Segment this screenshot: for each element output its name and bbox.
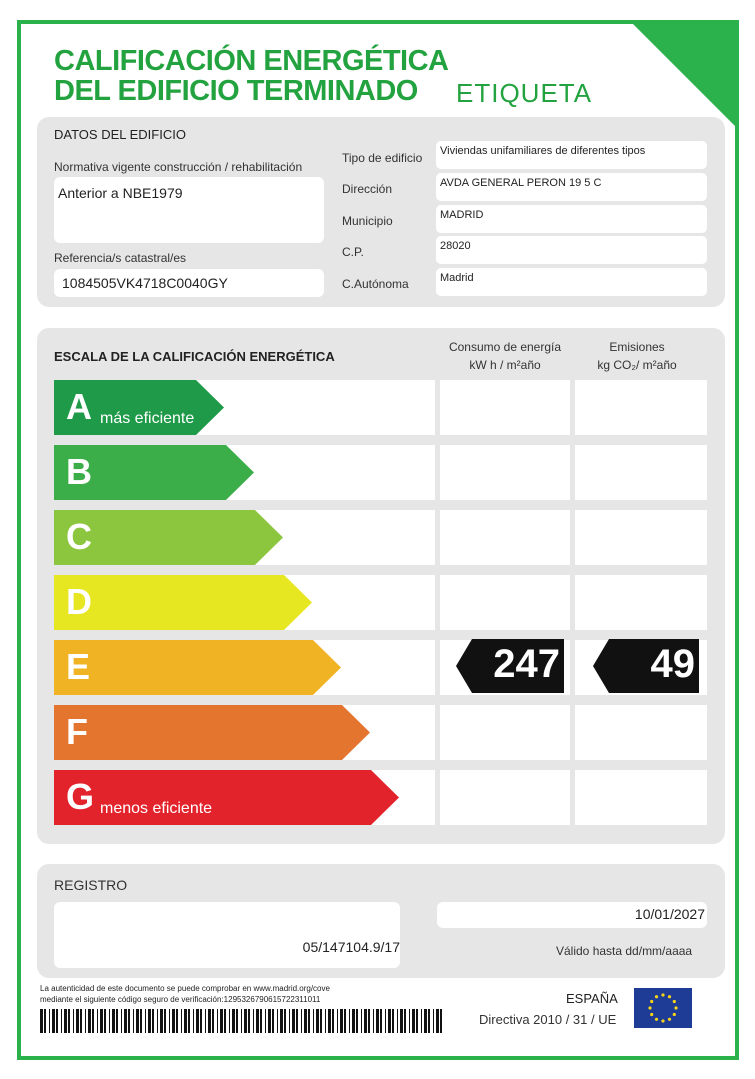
emissions-cell-a <box>575 380 707 435</box>
barcode-bar <box>385 1009 386 1033</box>
title-line-2: DEL EDIFICIO TERMINADO <box>54 75 418 107</box>
barcode-bar <box>256 1009 259 1033</box>
consumption-header-line2: kW h / m²año <box>469 358 541 372</box>
eu-star-icon <box>655 995 658 998</box>
barcode-bar <box>284 1009 286 1033</box>
barcode-bar <box>64 1009 67 1033</box>
barcode-bar <box>356 1009 358 1033</box>
barcode-bar <box>404 1009 406 1033</box>
building-type-value: Viviendas unifamiliares de diferentes tipos <box>440 145 646 157</box>
barcode-bar <box>220 1009 223 1033</box>
regulation-value: Anterior a NBE1979 <box>58 185 183 201</box>
barcode-bar <box>388 1009 391 1033</box>
barcode-bar <box>73 1009 74 1033</box>
barcode-bar <box>88 1009 91 1033</box>
barcode-bar <box>248 1009 250 1033</box>
country-label: ESPAÑA <box>566 991 618 1006</box>
band-c-letter: C <box>66 516 92 557</box>
barcode-bar <box>337 1009 338 1033</box>
barcode-bar <box>68 1009 70 1033</box>
barcode-bar <box>104 1009 106 1033</box>
eu-star-icon <box>674 1006 677 1009</box>
address-label: Dirección <box>342 182 393 196</box>
valid-until-label: Válido hasta dd/mm/aaaa <box>556 944 693 958</box>
barcode-bar <box>424 1009 427 1033</box>
region-field <box>436 268 707 296</box>
barcode-bar <box>152 1009 154 1033</box>
consumption-header-line1: Consumo de energía <box>448 340 562 354</box>
eu-star-icon <box>668 1018 671 1021</box>
barcode-bar <box>265 1009 266 1033</box>
barcode-bar <box>328 1009 331 1033</box>
barcode-bar <box>184 1009 187 1033</box>
barcode-bar <box>436 1009 439 1033</box>
band-a-text: más eficiente <box>100 410 195 427</box>
title-line-1: CALIFICACIÓN ENERGÉTICA <box>54 45 449 77</box>
barcode-bar <box>229 1009 230 1033</box>
barcode-bar <box>164 1009 166 1033</box>
barcode-bar <box>121 1009 122 1033</box>
label-word: ETIQUETA <box>456 78 593 108</box>
barcode-bar <box>217 1009 218 1033</box>
barcode-bar <box>49 1009 50 1033</box>
consumption-cell-c <box>440 510 570 565</box>
barcode-bar <box>92 1009 94 1033</box>
barcode-bar <box>200 1009 202 1033</box>
regulation-field <box>54 177 324 243</box>
band-g-letter: G <box>66 776 95 817</box>
barcode-bar <box>133 1009 134 1033</box>
barcode-bar <box>340 1009 343 1033</box>
barcode-bar <box>344 1009 346 1033</box>
barcode-bar <box>172 1009 175 1033</box>
barcode-bar <box>376 1009 379 1033</box>
emissions-cell-d <box>575 575 707 630</box>
barcode-bar <box>224 1009 226 1033</box>
band-a-letter: A <box>66 386 92 427</box>
eu-star-icon <box>655 1018 658 1021</box>
band-f-letter: F <box>66 711 88 752</box>
barcode-bar <box>52 1009 55 1033</box>
eu-star-icon <box>650 1013 653 1016</box>
barcode-bar <box>181 1009 182 1033</box>
eu-star-icon <box>668 995 671 998</box>
barcode-bar <box>80 1009 82 1033</box>
barcode-bar <box>109 1009 110 1033</box>
barcode-bar <box>296 1009 298 1033</box>
valid-date-field <box>437 902 707 928</box>
eu-star-icon <box>673 1013 676 1016</box>
cadastral-label: Referencia/s catastral/es <box>54 251 187 265</box>
barcode-bar <box>325 1009 326 1033</box>
authenticity-note <box>40 983 330 1005</box>
eu-flag-icon <box>634 988 692 1028</box>
band-e-arrow <box>54 640 343 695</box>
emissions-header-line2: kg CO₂/ m²año <box>597 358 677 372</box>
city-value: MADRID <box>440 209 484 221</box>
barcode-bar <box>61 1009 62 1033</box>
document-title <box>54 46 449 106</box>
consumption-cell-g <box>440 770 570 825</box>
barcode-bar <box>76 1009 79 1033</box>
region-label: C.Autónoma <box>342 277 409 291</box>
emissions-cell-c <box>575 510 707 565</box>
barcode-bar <box>361 1009 362 1033</box>
band-d-letter: D <box>66 581 92 622</box>
barcode-bar <box>85 1009 86 1033</box>
band-d-arrow <box>54 575 314 630</box>
eu-star-icon <box>650 1000 653 1003</box>
barcode-bar <box>244 1009 247 1033</box>
barcode-bar <box>100 1009 103 1033</box>
barcode-bar <box>40 1009 43 1033</box>
city-field <box>436 205 707 233</box>
barcode-bar <box>97 1009 98 1033</box>
barcode-bar <box>364 1009 367 1033</box>
barcode-bar <box>145 1009 146 1033</box>
scale-section-title: ESCALA DE LA CALIFICACIÓN ENERGÉTICA <box>54 349 335 364</box>
barcode-bar <box>236 1009 238 1033</box>
emissions-header-line1: Emisiones <box>609 340 665 354</box>
consumption-cell-a <box>440 380 570 435</box>
barcode-bar <box>232 1009 235 1033</box>
barcode-bar <box>160 1009 163 1033</box>
barcode-bar <box>440 1009 442 1033</box>
emissions-cell-f <box>575 705 707 760</box>
barcode-bar <box>140 1009 142 1033</box>
barcode-bar <box>205 1009 206 1033</box>
registry-number-field <box>54 902 400 968</box>
barcode-bar <box>169 1009 170 1033</box>
building-section-title: DATOS DEL EDIFICIO <box>54 127 186 142</box>
corner-triangle <box>629 20 739 130</box>
eu-star-icon <box>673 1000 676 1003</box>
barcode-bar <box>212 1009 214 1033</box>
barcode-bar <box>316 1009 319 1033</box>
zip-label: C.P. <box>342 245 364 259</box>
consumption-cell-f <box>440 705 570 760</box>
barcode-bar <box>289 1009 290 1033</box>
region-value: Madrid <box>440 272 474 284</box>
barcode-bar <box>56 1009 58 1033</box>
eu-star-icon <box>661 993 664 996</box>
barcode-bar <box>332 1009 334 1033</box>
emissions-cell-b <box>575 445 707 500</box>
consumption-cell-b <box>440 445 570 500</box>
barcode-bar <box>304 1009 307 1033</box>
regulation-label: Normativa vigente construcción / rehabilitación <box>54 160 303 174</box>
barcode-bar <box>397 1009 398 1033</box>
band-g-text: menos eficiente <box>100 800 213 817</box>
barcode-bar <box>412 1009 415 1033</box>
barcode-bar <box>392 1009 394 1033</box>
barcode-bar <box>241 1009 242 1033</box>
verification-barcode <box>40 1009 448 1033</box>
barcode-bar <box>292 1009 295 1033</box>
barcode-bar <box>193 1009 194 1033</box>
barcode-bar <box>352 1009 355 1033</box>
barcode-bar <box>421 1009 422 1033</box>
barcode-bar <box>428 1009 430 1033</box>
barcode-bar <box>380 1009 382 1033</box>
registry-number: 05/147104.9/17 <box>302 939 400 955</box>
cadastral-value: 1084505VK4718C0040GY <box>62 275 228 291</box>
barcode-bar <box>313 1009 314 1033</box>
authenticity-line-2: mediante el siguiente código seguro de verificación:1295326790615722311011 <box>40 995 321 1004</box>
address-value: AVDA GENERAL PERON 19 5 C <box>440 177 602 189</box>
building-type-label: Tipo de edificio <box>342 151 423 165</box>
authenticity-line-1: La autenticidad de este documento se puede comprobar en www.madrid.org/cove <box>40 984 330 993</box>
valid-date: 10/01/2027 <box>634 906 705 922</box>
barcode-bar <box>176 1009 178 1033</box>
band-e-letter: E <box>66 646 91 687</box>
barcode-bar <box>44 1009 46 1033</box>
barcode-bar <box>280 1009 283 1033</box>
barcode-bar <box>128 1009 130 1033</box>
barcode-bar <box>268 1009 271 1033</box>
barcode-bar <box>433 1009 434 1033</box>
city-label: Municipio <box>342 214 393 228</box>
eu-star-icon <box>648 1006 651 1009</box>
barcode-bar <box>112 1009 115 1033</box>
address-field <box>436 173 707 201</box>
barcode-bar <box>196 1009 199 1033</box>
barcode-bar <box>157 1009 158 1033</box>
barcode-bar <box>124 1009 127 1033</box>
band-f-arrow <box>54 705 372 760</box>
directive-label: Directiva 2010 / 31 / UE <box>479 1012 617 1027</box>
barcode-bar <box>308 1009 310 1033</box>
barcode-bar <box>400 1009 403 1033</box>
building-type-field <box>436 141 707 169</box>
barcode-bar <box>272 1009 274 1033</box>
barcode-bar <box>373 1009 374 1033</box>
zip-value: 28020 <box>440 240 471 252</box>
barcode-bar <box>148 1009 151 1033</box>
eu-star-icon <box>661 1019 664 1022</box>
zip-field <box>436 236 707 264</box>
barcode-bar <box>188 1009 190 1033</box>
barcode-bar <box>277 1009 278 1033</box>
consumption-cell-d <box>440 575 570 630</box>
barcode-bar <box>116 1009 118 1033</box>
barcode-bar <box>260 1009 262 1033</box>
emissions-value: 49 <box>650 642 695 686</box>
emissions-cell-g <box>575 770 707 825</box>
band-b-letter: B <box>66 451 92 492</box>
barcode-bar <box>349 1009 350 1033</box>
consumption-value: 247 <box>493 642 560 686</box>
barcode-bar <box>301 1009 302 1033</box>
barcode-bar <box>253 1009 254 1033</box>
barcode-bar <box>320 1009 322 1033</box>
emissions-header <box>575 338 699 374</box>
barcode-bar <box>208 1009 211 1033</box>
barcode-bar <box>368 1009 370 1033</box>
consumption-header <box>440 338 570 374</box>
cadastral-field <box>54 269 324 297</box>
registry-section-title: REGISTRO <box>54 877 128 893</box>
barcode-bar <box>409 1009 410 1033</box>
barcode-bar <box>136 1009 139 1033</box>
barcode-bar <box>416 1009 418 1033</box>
